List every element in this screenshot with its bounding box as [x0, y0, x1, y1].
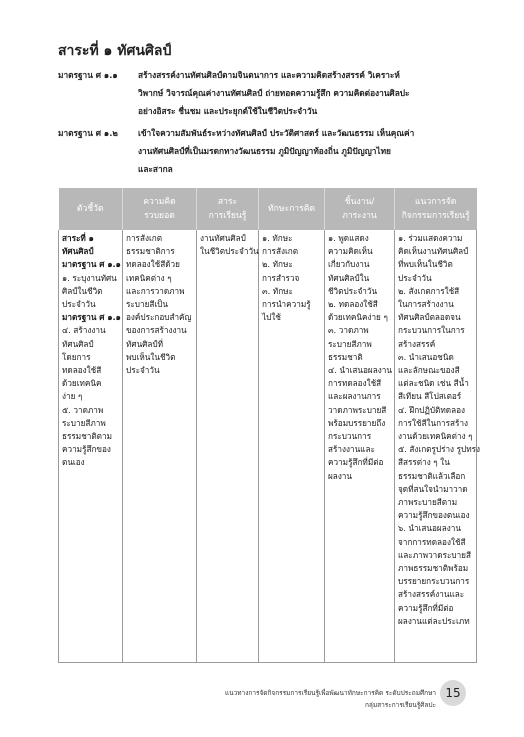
cell-text-line: ตนเอง	[62, 457, 85, 468]
cell-text-line: ๓. ทักษะ	[262, 285, 293, 296]
standard-line: อย่างอิสระ ชื่นชม และประยุกต์ใช้ในชีวิตประจำวัน	[138, 106, 318, 116]
cell-text-line: ภาพระบายสีตาม	[398, 497, 458, 508]
cell-text-line: ทัศนศิลป์	[62, 246, 94, 257]
strand-title: สาระที่ ๑ ทัศนศิลป์	[58, 43, 172, 59]
table-cell	[325, 230, 395, 662]
column-header-label: ภาระงาน	[342, 211, 377, 221]
cell-text-line: ทัศนศิลป์ที่	[126, 338, 163, 349]
table-cell	[395, 230, 481, 662]
cell-text-line: แต่ละชนิด เช่น สีน้ำ	[398, 378, 469, 389]
cell-text-line: ธรรมชาติตาม	[62, 431, 112, 442]
standard-line: วิพากษ์ วิจารณ์คุณค่างานทัศนศิลป์ ถ่ายทอดความรู้สึก ความคิดต่องานศิลปะ	[138, 88, 410, 98]
column-header-label: ชิ้นงาน/	[344, 197, 375, 207]
cell-text-line: วาดภาพระบายสี	[328, 404, 387, 415]
cell-text-line: ธรรมชาติ	[328, 351, 363, 362]
cell-text-line: สร้างสรรค์	[398, 338, 436, 349]
cell-text-line: ผลงาน	[328, 470, 353, 481]
cell-text-line: และลักษณะของสี	[398, 365, 460, 376]
cell-text-line: ความรู้สึกของ	[62, 444, 111, 455]
cell-text-line: ๔. นำเสนอผลงาน	[328, 365, 392, 376]
cell-text-line: ทดลองใช้สีด้วย	[126, 259, 180, 270]
cell-text-line: ชีวิตประจำวัน	[328, 285, 378, 296]
table-header-row	[59, 188, 477, 230]
standard-description	[138, 66, 524, 120]
cell-text-line: การสำรวจ	[262, 272, 300, 283]
cell-text-line: ๔. สร้างงาน	[62, 325, 106, 336]
cell-text-line: ด้วยเทคนิคง่าย ๆ	[328, 312, 388, 323]
cell-text-line: ภาพธรรมชาติพร้อม	[398, 563, 469, 574]
cell-text-line: การสังเกต	[262, 246, 299, 257]
standard-line: และสากล	[138, 164, 173, 174]
cell-text-line: สาระที่ ๑	[62, 233, 94, 243]
column-header	[395, 188, 477, 230]
column-header-label: รวบยอด	[144, 211, 175, 221]
cell-text-line: การสังเกต	[126, 233, 163, 243]
cell-text-line: ๕. วาดภาพ	[62, 404, 104, 415]
column-header-label: ความคิด	[143, 197, 176, 207]
cell-text-line: ธรรมชาติการ	[126, 246, 175, 257]
cell-text-line: ๑. ระบุงานทัศน	[62, 272, 117, 283]
cell-text-line: ระบายสีเป็น	[126, 299, 168, 310]
cell-text-line: จุดที่สนใจนำมาวาด	[398, 483, 468, 494]
column-header-label: สาระ	[217, 197, 238, 207]
cell-text-line: ๕. สังเกตรูปร่าง รูปทรง	[398, 444, 481, 455]
cell-text-line: ประจำวัน	[126, 365, 160, 376]
cell-text-line: ๓. นำเสนอชนิด	[398, 351, 454, 362]
cell-text-line: ๑. ร่วมแสดงความ	[398, 233, 463, 243]
cell-text-line: คิดเห็นงานทัศนศิลป์	[398, 246, 469, 257]
column-header-label: ตัวชี้วัด	[76, 204, 104, 214]
cell-text-line: งานด้วยเทคนิคต่าง ๆ	[398, 431, 473, 442]
cell-text-line: ที่พบเห็นในชีวิต	[398, 259, 453, 270]
cell-text-line: กระบวนการ	[328, 431, 372, 442]
cell-text-line: และผลงานการ	[328, 391, 381, 402]
cell-text-line: ไปใช้	[262, 312, 281, 323]
cell-text-line: การนำความรู้	[262, 299, 311, 310]
column-header	[197, 188, 259, 230]
cell-text-line: ทัศนศิลป์ใน	[328, 272, 370, 283]
cell-text-line: ด้วยเทคนิค	[62, 378, 102, 389]
cell-text-line: ทัศนศิลป์	[62, 338, 94, 349]
table-cell	[197, 230, 259, 662]
cell-text-line: สีเทียน สีโปสเตอร์	[398, 391, 462, 402]
cell-text-line: พบเห็นในชีวิต	[126, 351, 176, 362]
cell-text-line: ทดลองใช้สี	[62, 365, 102, 376]
standard-line: สร้างสรรค์งานทัศนศิลป์ตามจินตนาการ และความคิดสร้างสรรค์ วิเคราะห์	[138, 70, 400, 80]
table-row	[59, 230, 477, 662]
cell-text-line: ในชีวิตประจำวัน	[200, 246, 259, 257]
table-cell	[59, 230, 123, 662]
footer-book-title: แนวทางการจัดกิจกรรมการเรียนรู้เพื่อพัฒนาทักษะการคิด ระดับประถมศึกษา	[225, 689, 436, 697]
curriculum-table	[58, 188, 481, 663]
column-header	[123, 188, 197, 230]
cell-text-line: องค์ประกอบสำคัญ	[126, 312, 192, 323]
cell-text-line: บรรยายกระบวนการ	[398, 576, 470, 587]
cell-text-line: ๖. นำเสนอผลงาน	[398, 523, 461, 534]
cell-text-line: การทดลองใช้สี	[328, 378, 382, 389]
cell-text-line: ๒. ทักษะ	[262, 259, 293, 270]
cell-text-line: สร้างงานและ	[328, 444, 375, 455]
column-header-label: ทักษะการคิด	[267, 204, 316, 214]
cell-text-line: เกี่ยวกับงาน	[328, 259, 370, 270]
cell-text-line: และภาพวาดระบายสี	[398, 549, 471, 560]
table-cell	[123, 230, 197, 662]
cell-text-line: พร้อมบรรยายถึง	[328, 417, 386, 428]
footer-subject: กลุ่มสาระการเรียนรู้ศิลปะ	[364, 701, 436, 709]
table-cell	[259, 230, 325, 662]
cell-text-line: ระบายสีภาพ	[62, 417, 106, 428]
cell-text-line: ๑. ทักษะ	[262, 233, 293, 243]
cell-text-line: ๓. วาดภาพ	[328, 325, 369, 336]
page-number: 15	[440, 680, 466, 706]
standard-code: มาตรฐาน ศ ๑.๑	[58, 70, 118, 80]
standard-1	[58, 66, 524, 122]
cell-text-line: เทคนิคต่าง ๆ	[126, 272, 172, 283]
cell-text-line: ๔. ฝึกปฏิบัติทดลอง	[398, 404, 466, 415]
cell-text-line: โดยการ	[62, 351, 91, 362]
standard-description	[138, 124, 524, 178]
cell-text-line: ๒. ทดลองใช้สี	[328, 299, 378, 310]
column-header	[325, 188, 395, 230]
cell-text-line: ธรรมชาติแล้วเลือก	[398, 470, 466, 481]
standard-2	[58, 124, 524, 180]
cell-text-line: ความรู้สึกที่มีต่อ	[328, 457, 384, 468]
standard-line: งานทัศนศิลป์ที่เป็นมรดกทางวัฒนธรรม ภูมิปัญญาท้องถิ่น ภูมิปัญญาไทย	[138, 146, 391, 156]
cell-text-line: ความรู้สึกของตนเอง	[398, 510, 470, 521]
cell-text-line: ศิลป์ในชีวิต	[62, 285, 103, 296]
cell-text-line: ระบายสีภาพ	[328, 338, 372, 349]
cell-text-line: ของการสร้างงาน	[126, 325, 187, 336]
cell-text-line: การใช้สีในการสร้าง	[398, 417, 469, 428]
standard-line: เข้าใจความสัมพันธ์ระหว่างทัศนศิลป์ ประวัติศาสตร์ และวัฒนธรรม เห็นคุณค่า	[138, 128, 415, 138]
column-header-label: การเรียนรู้	[208, 211, 247, 221]
cell-text-line: ๒. สังเกตการใช้สี	[398, 285, 460, 296]
cell-text-line: ทัศนศิลป์ตลอดจน	[398, 312, 461, 323]
cell-text-line: จากการทดลองใช้สี	[398, 536, 466, 547]
cell-text-line: ความคิดเห็น	[328, 246, 373, 257]
cell-text-line: ๑. พูดแสดง	[328, 233, 369, 243]
cell-text-line: สีสรรต่าง ๆ ใน	[398, 457, 450, 468]
cell-text-line: ประจำวัน	[62, 299, 96, 310]
cell-text-line: สร้างสรรค์งานและ	[398, 589, 465, 600]
cell-text-line: และการวาดภาพ	[126, 285, 185, 296]
cell-text-line: กระบวนการในการ	[398, 325, 465, 336]
cell-text-line: ความรู้สึกที่มีต่อ	[398, 602, 454, 613]
column-header-label: กิจกรรมการเรียนรู้	[401, 211, 470, 221]
column-header	[259, 188, 325, 230]
standard-code: มาตรฐาน ศ ๑.๒	[58, 128, 118, 138]
column-header-label: แนวการจัด	[414, 197, 457, 207]
cell-text-line: ในการสร้างงาน	[398, 299, 454, 310]
cell-text-line: ประจำวัน	[398, 272, 432, 283]
cell-text-line: ผลงานแต่ละประเภท	[398, 615, 470, 626]
cell-text-line: มาตรฐาน ศ ๑.๑	[62, 259, 121, 270]
cell-text-line: งานทัศนศิลป์	[200, 233, 246, 243]
cell-text-line: มาตรฐาน ศ ๑.๑	[62, 312, 121, 323]
cell-text-line: ง่าย ๆ	[62, 391, 83, 402]
column-header	[59, 188, 123, 230]
